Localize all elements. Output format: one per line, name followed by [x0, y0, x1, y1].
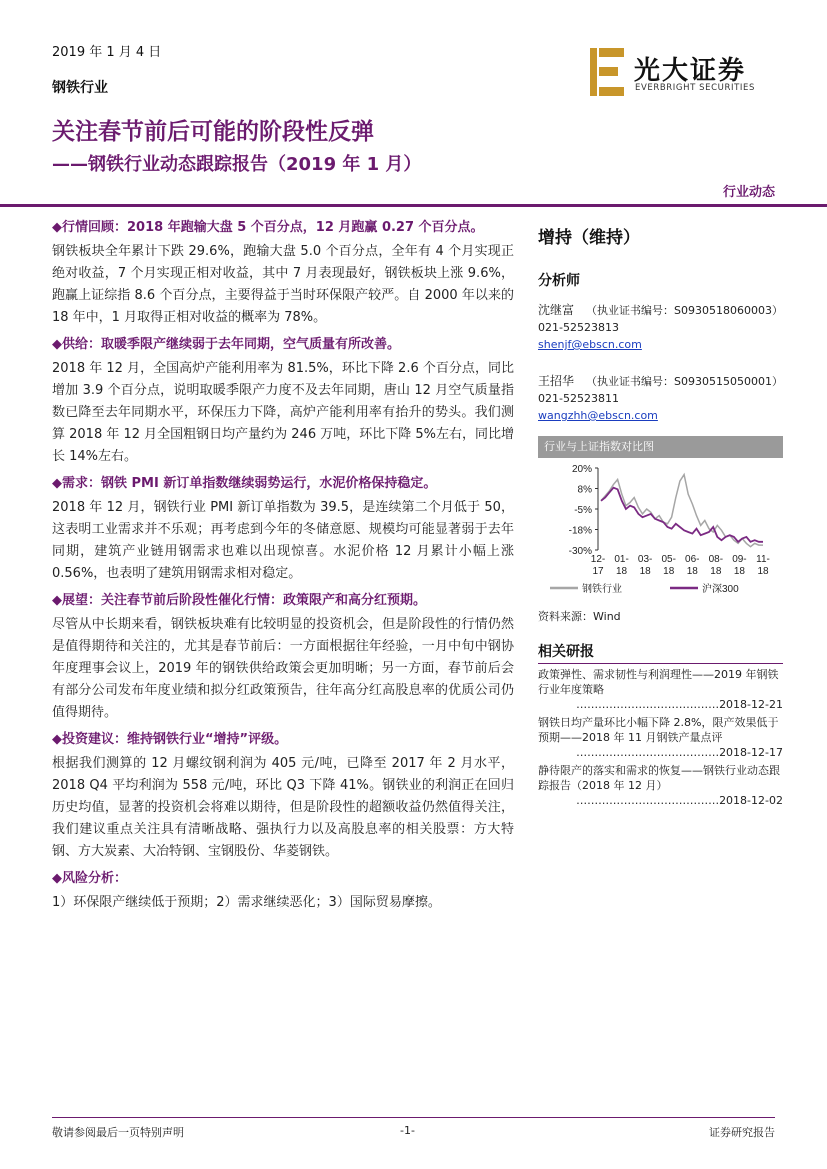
- chart-x-tick-label: 12-: [590, 554, 606, 565]
- related-report-title[interactable]: 钢铁日均产量环比小幅下降 2.8%，限产效果低于预期——2018 年 11 月钢铁产量点评: [538, 716, 779, 744]
- logo-text-en: EVERBRIGHT SECURITIES: [635, 83, 755, 93]
- report-subtitle: ——钢铁行业动态跟踪报告（2019 年 1 月）: [52, 154, 422, 175]
- chart-x-tick-label: 17: [592, 566, 604, 577]
- analyst-phone: 021-52523813: [538, 321, 619, 334]
- chart-svg: [538, 458, 783, 606]
- related-report-date: …………………………………2018-12-17: [576, 746, 783, 759]
- main-content: [52, 214, 514, 918]
- chart-y-tick-label: -18%: [568, 525, 592, 537]
- chart-y-tick-label: -5%: [574, 505, 592, 516]
- chart-y-tick-label: -30%: [568, 546, 592, 557]
- chart-x-tick-label: 18: [757, 566, 769, 577]
- related-report-date: …………………………………2018-12-02: [576, 794, 783, 807]
- logo-text-cn: 光大证券: [634, 56, 747, 86]
- section-outlook: [52, 589, 514, 724]
- chart-x-tick-label: 01-: [614, 554, 629, 565]
- chart-source: 资料来源：Wind: [538, 610, 621, 623]
- page-number: -1-: [400, 1124, 415, 1137]
- section-heading: ◆行情回顾：2018 年跑输大盘 5 个百分点，12 月跑赢 0.27 个百分点。: [52, 220, 484, 235]
- footer-disclaimer: 敬请参阅最后一页特别声明: [52, 1126, 184, 1139]
- section-risk: [52, 867, 514, 914]
- analyst-phone: 021-52523811: [538, 392, 619, 405]
- sidebar: [538, 214, 783, 808]
- chart-legend-label: 钢铁行业: [582, 584, 622, 595]
- chart-legend-label: 沪深300: [702, 584, 739, 595]
- related-report-title[interactable]: 政策弹性、需求韧性与利润理性——2019 年钢铁行业年度策略: [538, 668, 779, 696]
- section-body: 2018 年 12 月，钢铁行业 PMI 新订单指数为 39.5，是连续第二个月低于 50，这表明工业需求并不乐观；再考虑到今年的冬储意愿、规模均可能显著弱于去年同期，建筑产业链用钢需求也难以出现惊喜。水泥价格 12 月累计小幅上涨 0.56%，也表明了建筑用钢需求相对稳定。: [52, 500, 514, 581]
- section-heading: ◆展望：关注春节前后阶段性催化行情：政策限产和高分红预期。: [52, 593, 426, 608]
- analyst-name: 王招华: [538, 374, 575, 388]
- section-supply: [52, 333, 514, 468]
- footer-report-label: 证券研究报告: [709, 1126, 775, 1139]
- analyst-card: [538, 373, 783, 424]
- section-heading: ◆投资建议：维持钢铁行业“增持”评级。: [52, 732, 288, 747]
- chart-x-tick-label: 18: [616, 566, 628, 577]
- section-market-review: [52, 216, 514, 329]
- report-title: 关注春节前后可能的阶段性反弹: [52, 119, 374, 145]
- footer-divider: [52, 1117, 775, 1118]
- analyst-email-link[interactable]: shenjf@ebscn.com: [538, 338, 642, 351]
- related-report-item[interactable]: [538, 667, 783, 712]
- section-heading: ◆供给：取暖季限产继续弱于去年同期，空气质量有所改善。: [52, 337, 400, 352]
- section-heading: ◆风险分析：: [52, 871, 127, 886]
- chart-x-tick-label: 05-: [661, 554, 676, 565]
- company-logo: [590, 48, 780, 98]
- chart-x-tick-label: 18: [639, 566, 651, 577]
- section-body: 1）环保限产继续低于预期；2）需求继续恶化；3）国际贸易摩擦。: [52, 895, 441, 910]
- chart-x-tick-label: 09-: [732, 554, 747, 565]
- chart-title-bar: 行业与上证指数对比图: [538, 436, 783, 458]
- chart-series-line: [601, 488, 763, 542]
- section-heading: ◆需求：钢铁 PMI 新订单指数继续弱势运行，水泥价格保持稳定。: [52, 476, 437, 491]
- chart-x-tick-label: 18: [710, 566, 722, 577]
- chart-x-tick-label: 18: [733, 566, 745, 577]
- section-body: 2018 年 12 月，全国高炉产能利用率为 81.5%，环比下降 2.6 个百分点，同比增加 3.9 个百分点，说明取暖季限产力度不及去年同期，唐山 12 月空气质量指数已降至去年同期水平，环保压力下降，高炉产能利用率有抬升的势头。我们测算 2018 年 12 月全国粗钢日均产量约为 246 万吨，环比下降 5%左右，同比增长 14%左右。: [52, 361, 514, 464]
- analyst-email-link[interactable]: wangzhh@ebscn.com: [538, 409, 658, 422]
- chart-y-tick-label: 8%: [577, 484, 592, 496]
- related-report-item[interactable]: [538, 715, 783, 760]
- chart-x-tick-label: 03-: [637, 554, 653, 565]
- comparison-chart: [538, 458, 783, 606]
- logo-mark-icon: [590, 48, 624, 96]
- analyst-name: 沈继富: [538, 303, 575, 317]
- report-type-tag: 行业动态: [722, 185, 775, 200]
- section-demand: [52, 472, 514, 585]
- section-body: 钢铁板块全年累计下跌 29.6%，跑输大盘 5.0 个百分点，全年有 4 个月实现正绝对收益，7 个月实现正相对收益，其中 7 月表现最好，钢铁板块上涨 9.6%，跑赢上证综指 8.6 个百分点，主要得益于当时环保限产较严。自 2000 年以来的 18 年中，1 月取得正相对收益的概率为 78%。: [52, 244, 514, 325]
- rating-label: 增持（维持）: [538, 228, 640, 248]
- analyst-card: [538, 302, 783, 353]
- analyst-cert: （执业证书编号：S0930515050001）: [586, 375, 783, 388]
- chart-x-tick-label: 11-: [756, 554, 770, 565]
- chart-y-tick-label: 20%: [571, 464, 592, 475]
- chart-x-tick-label: 18: [686, 566, 698, 577]
- report-date: 2019 年 1 月 4 日: [52, 45, 162, 60]
- related-report-item[interactable]: [538, 763, 783, 808]
- header-divider: [0, 204, 827, 207]
- analyst-heading: 分析师: [538, 273, 580, 289]
- chart-series-line: [601, 475, 763, 547]
- section-body: 尽管从中长期来看，钢铁板块难有比较明显的投资机会，但是阶段性的行情仍然是值得期待和关注的，尤其是春节前后：一方面根据往年经验，一月中旬中钢协年度理事会议上，2019 年的钢铁供给政策会更加明晰；另一方面，春节前后会有部分公司发布年度业绩和拟分红政策预告，往年高分红高股息率的优质公司仍值得期待。: [52, 617, 514, 720]
- section-body: 根据我们测算的 12 月螺纹钢利润为 405 元/吨，已降至 2017 年 2 月水平，2018 Q4 平均利润为 558 元/吨，环比 Q3 下降 41%。钢铁业的利润正在回归历史均值，显著的投资机会将难以期待，但是阶段性的超额收益仍然值得关注，我们建议重点关注具有清晰战略、强执行力以及高股息率的相关股票：方大特钢、方大炭素、大冶特钢、宝钢股份、华菱钢铁。: [52, 756, 514, 859]
- industry-label: 钢铁行业: [52, 80, 108, 96]
- section-investment-advice: [52, 728, 514, 863]
- chart-x-tick-label: 06-: [685, 554, 700, 565]
- chart-x-tick-label: 18: [663, 566, 675, 577]
- related-reports-heading: 相关研报: [538, 641, 783, 664]
- analyst-cert: （执业证书编号：S0930518060003）: [586, 304, 783, 317]
- chart-x-tick-label: 08-: [708, 554, 724, 565]
- related-report-title[interactable]: 静待限产的落实和需求的恢复——钢铁行业动态跟踪报告（2018 年 12 月）: [538, 764, 780, 792]
- related-report-date: …………………………………2018-12-21: [576, 698, 783, 711]
